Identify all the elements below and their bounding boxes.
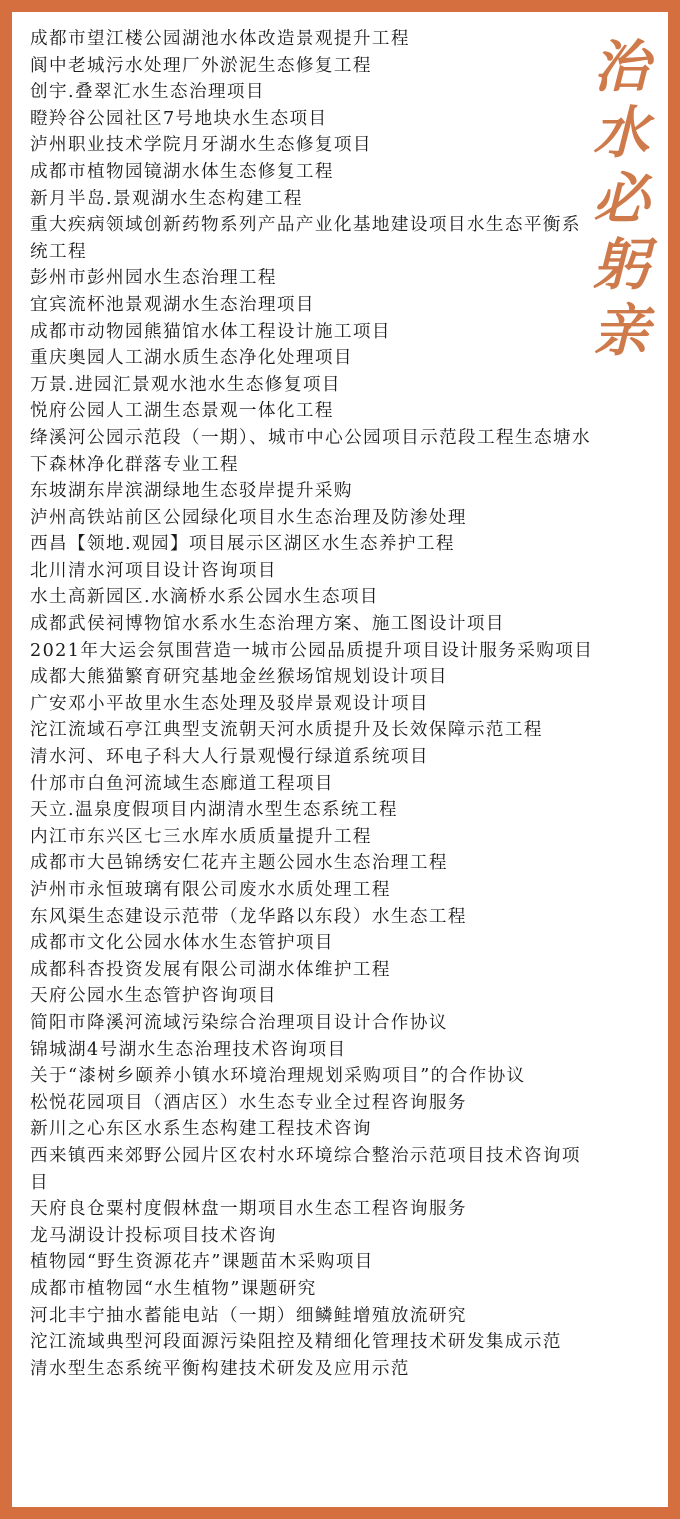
title-char: 水 — [593, 100, 649, 166]
project-item: 阆中老城污水处理厂外淤泥生态修复工程 — [30, 55, 372, 76]
project-item: 沱江流域典型河段面源污染阻控及精细化管理技术研发集成示范 — [30, 1332, 562, 1353]
project-item: 广安邓小平故里水生态处理及驳岸景观设计项目 — [30, 693, 429, 714]
project-item: 锦城湖4号湖水生态治理技术咨询项目 — [30, 1039, 347, 1060]
project-item: 松悦花园项目（酒店区）水生态专业全过程咨询服务 — [30, 1092, 467, 1113]
project-item: 成都市动物园熊猫馆水体工程设计施工项目 — [30, 321, 391, 342]
project-item: 成都市大邑锦绣安仁花卉主题公园水生态治理工程 — [30, 853, 448, 874]
project-item: 植物园“野生资源花卉”课题苗木采购项目 — [30, 1252, 374, 1273]
project-item: 重庆奥园人工湖水质生态净化处理项目 — [30, 348, 353, 369]
title-char: 躬 — [593, 232, 649, 298]
project-item: 成都武侯祠博物馆水系水生态治理方案、施工图设计项目 — [30, 614, 505, 635]
project-item: 泸州市永恒玻璃有限公司废水水质处理工程 — [30, 880, 391, 900]
project-item: 天府公园水生态管护咨询项目 — [30, 986, 277, 1007]
project-item: 东坡湖东岸滨湖绿地生态驳岸提升采购 — [30, 481, 353, 502]
project-item: 成都科杏投资发展有限公司湖水体维护工程 — [30, 959, 391, 980]
project-item: 什邡市白鱼河流域生态廊道工程项目 — [30, 773, 334, 794]
project-item: 北川清水河项目设计咨询项目 — [30, 560, 277, 581]
vertical-title — [586, 34, 656, 364]
content-panel — [12, 12, 668, 1507]
project-item: 内江市东兴区七三水库水质质量提升工程 — [30, 826, 372, 847]
project-item: 彭州市彭州园水生态治理工程 — [30, 268, 277, 289]
project-item: 天府良仓粟村度假林盘一期项目水生态工程咨询服务 — [30, 1199, 467, 1220]
project-item: 东风渠生态建设示范带（龙华路以东段）水生态工程 — [30, 906, 467, 927]
project-list — [30, 26, 594, 1382]
project-item: 简阳市降溪河流域污染综合治理项目设计合作协议 — [30, 1012, 448, 1033]
project-item: 河北丰宁抽水蓄能电站（一期）细鳞鲑增殖放流研究 — [30, 1305, 467, 1326]
project-item: 关于“漆树乡颐养小镇水环境治理规划采购项目”的合作协议 — [30, 1066, 526, 1087]
project-item: 清水河、环电子科大人行景观慢行绿道系统项目 — [30, 747, 429, 768]
project-item: 泸州高铁站前区公园绿化项目水生态治理及防渗处理 — [30, 507, 467, 528]
project-item: 重大疾病领域创新药物系列产品产业化基地建设项目水生态平衡系统工程 — [30, 215, 581, 262]
project-item: 创宇.叠翠汇水生态治理项目 — [30, 82, 265, 103]
project-item: 龙马湖设计投标项目技术咨询 — [30, 1225, 277, 1246]
project-item: 成都市文化公园水体水生态管护项目 — [30, 933, 334, 954]
project-item: 悦府公园人工湖生态景观一体化工程 — [30, 401, 334, 422]
project-item: 绛溪河公园示范段（一期）、城市中心公园项目示范段工程生态塘水下森林净化群落专业工程 — [30, 427, 592, 475]
project-item: 清水型生态系统平衡构建技术研发及应用示范 — [30, 1358, 410, 1379]
project-item: 泸州职业技术学院月牙湖水生态修复项目 — [30, 135, 372, 156]
title-char: 必 — [593, 166, 649, 232]
project-item: 2021年大运会氛围营造一城市公园品质提升项目设计服务采购项目 — [30, 640, 594, 661]
project-item: 万景.进园汇景观水池水生态修复项目 — [30, 374, 341, 395]
project-item: 成都大熊猫繁育研究基地金丝猴场馆规划设计项目 — [30, 667, 448, 688]
project-item: 成都市植物园“水生植物”课题研究 — [30, 1278, 317, 1299]
project-item: 新川之心东区水系生态构建工程技术咨询 — [30, 1119, 372, 1140]
title-char: 治 — [593, 34, 649, 100]
project-item: 成都市植物园镜湖水体生态修复工程 — [30, 161, 334, 182]
project-item: 天立.温泉度假项目内湖清水型生态系统工程 — [30, 800, 398, 821]
project-item: 水土高新园区.水滴桥水系公园水生态项目 — [30, 587, 379, 608]
project-item: 新月半岛.景观湖水生态构建工程 — [30, 188, 303, 209]
title-char: 亲 — [593, 298, 649, 364]
project-item: 成都市望江楼公园湖池水体改造景观提升工程 — [30, 29, 410, 49]
project-item: 西昌【领地.观园】项目展示区湖区水生态养护工程 — [30, 534, 455, 555]
project-item: 瞪羚谷公园社区7号地块水生态项目 — [30, 108, 328, 129]
project-item: 沱江流域石亭江典型支流朝天河水质提升及长效保障示范工程 — [30, 720, 543, 741]
project-item: 宜宾流杯池景观湖水生态治理项目 — [30, 294, 315, 315]
project-item: 西来镇西来郊野公园片区农村水环境综合整治示范项目技术咨询项目 — [30, 1145, 581, 1193]
